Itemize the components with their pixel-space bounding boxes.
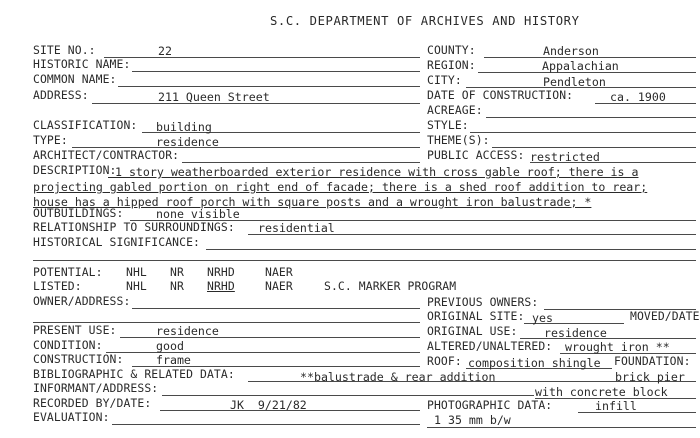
roof-value: composition shingle <box>468 356 601 370</box>
foundation-value-2: with concrete block <box>535 385 668 399</box>
historical-significance-label: HISTORICAL SIGNIFICANCE: <box>33 235 200 249</box>
altered-label: ALTERED/UNALTERED: <box>427 339 553 353</box>
owner-address-label: OWNER/ADDRESS: <box>33 294 131 308</box>
roof-label: ROOF: <box>427 354 462 368</box>
acreage-line <box>486 117 696 118</box>
type-value: residence <box>156 135 219 149</box>
address-label: ADDRESS: <box>33 88 89 102</box>
city-label: CITY: <box>427 73 462 87</box>
architect-line <box>182 162 420 163</box>
site-no-value: 22 <box>158 44 172 58</box>
original-use-value: residence <box>544 326 607 340</box>
original-site-value: yes <box>532 311 553 325</box>
potential-option-naer: NAER <box>265 265 293 279</box>
construction-label: CONSTRUCTION: <box>33 352 124 366</box>
outbuildings-label: OUTBUILDINGS: <box>33 206 124 220</box>
listed-option-nrhd: NRHD <box>207 279 235 293</box>
public-access-label: PUBLIC ACCESS: <box>427 148 525 162</box>
condition-line <box>106 352 420 353</box>
date-of-construction-label: DATE OF CONSTRUCTION: <box>427 88 574 102</box>
sc-marker-program: S.C. MARKER PROGRAM <box>324 279 457 293</box>
common-name-label: COMMON NAME: <box>33 72 117 86</box>
condition-label: CONDITION: <box>33 338 103 352</box>
site-no-label: SITE NO.: <box>33 43 96 57</box>
classification-label: CLASSIFICATION: <box>33 118 138 132</box>
foundation-value: brick pier <box>615 370 685 384</box>
owner-address-line <box>132 308 420 309</box>
moved-date-label: MOVED/DATE <box>630 309 700 323</box>
potential-label: POTENTIAL: <box>33 265 103 279</box>
evaluation-label: EVALUATION: <box>33 410 110 424</box>
previous-owners-label: PREVIOUS OWNERS: <box>427 295 539 309</box>
common-name-line <box>118 86 420 87</box>
informant-line <box>162 395 534 396</box>
region-value: Appalachian <box>542 59 619 73</box>
evaluation-line <box>112 424 420 425</box>
potential-option-nr: NR <box>170 265 184 279</box>
type-label: TYPE: <box>33 133 68 147</box>
description-line-2: projecting gabled portion on right end of facade; there is a shed roof addition to rear; <box>33 180 648 194</box>
relationship-label: RELATIONSHIP TO SURROUNDINGS: <box>33 220 235 234</box>
acreage-label: ACREAGE: <box>427 103 483 117</box>
present-use-label: PRESENT USE: <box>33 323 117 337</box>
county-value: Anderson <box>543 44 599 58</box>
foundation-value-3: infill <box>595 399 637 413</box>
city-value: Pendleton <box>543 75 606 89</box>
construction-value: frame <box>156 353 191 367</box>
historic-name-label: HISTORIC NAME: <box>33 57 131 71</box>
architect-label: ARCHITECT/CONTRACTOR: <box>33 148 180 162</box>
classification-value: building <box>156 120 212 134</box>
form-title: S.C. DEPARTMENT OF ARCHIVES AND HISTORY <box>270 14 580 28</box>
bibliographic-label: BIBLIOGRAPHIC & RELATED DATA: <box>33 367 235 381</box>
recorded-by-value: JK 9/21/82 <box>230 398 307 412</box>
style-line <box>470 132 696 133</box>
foundation-label: FOUNDATION: <box>614 354 691 368</box>
county-label: COUNTY: <box>427 43 476 57</box>
informant-label: INFORMANT/ADDRESS: <box>33 381 159 395</box>
potential-option-nhl: NHL <box>126 265 147 279</box>
listed-option-nhl: NHL <box>126 279 147 293</box>
outbuildings-value: none visible <box>156 207 240 221</box>
present-use-value: residence <box>156 324 219 338</box>
bibliographic-value: **balustrade & rear addition <box>300 370 496 384</box>
region-label: REGION: <box>427 58 476 72</box>
description-label: DESCRIPTION: <box>33 163 117 177</box>
description-line-3: house has a hipped roof porch with square posts and a wrought iron balustrade; * <box>33 195 592 209</box>
listed-option-nr: NR <box>170 279 184 293</box>
condition-value: good <box>156 339 184 353</box>
photographic-data-label: PHOTOGRAPHIC DATA: <box>427 398 553 412</box>
site-no-line <box>104 57 420 58</box>
potential-option-nrhd: NRHD <box>207 265 235 279</box>
style-label: STYLE: <box>427 118 469 132</box>
address-value: 211 Queen Street <box>158 90 270 104</box>
relationship-value: residential <box>258 221 335 235</box>
historical-significance-line <box>206 249 696 250</box>
themes-label: THEME(S): <box>427 133 490 147</box>
original-use-label: ORIGINAL USE: <box>427 324 518 338</box>
altered-value: wrought iron ** <box>565 340 670 354</box>
listed-option-naer: NAER <box>265 279 293 293</box>
public-access-value: restricted <box>530 150 600 164</box>
description-line-1: 1 story weatherboarded exterior residence with cross gable roof; there is a <box>108 165 639 179</box>
recorded-by-label: RECORDED BY/DATE: <box>33 396 152 410</box>
date-of-construction-value: ca. 1900 <box>610 90 666 104</box>
photographic-data-value: 1 35 mm b/w <box>434 413 511 427</box>
historic-name-line <box>132 71 420 72</box>
original-site-label: ORIGINAL SITE: <box>427 309 525 323</box>
section-divider <box>33 260 696 261</box>
listed-label: LISTED: <box>33 279 82 293</box>
photographic-data-line-2 <box>427 427 696 428</box>
